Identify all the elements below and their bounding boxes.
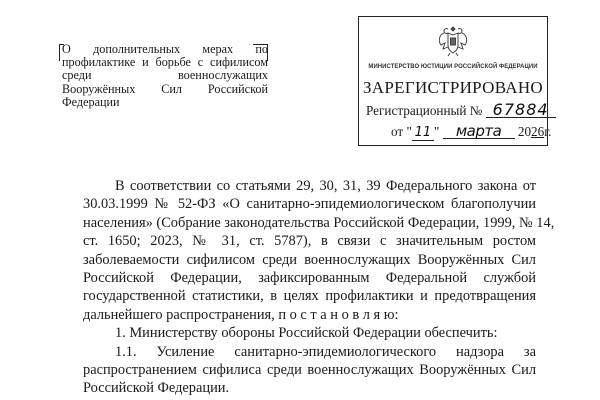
date-year-end: г.: [544, 124, 552, 139]
date-year-suffix: 26: [531, 124, 545, 139]
text-line: 1.1. Усиление санитарно-эпидемиологического надзора за: [115, 343, 536, 360]
registration-number: 67884: [486, 102, 556, 118]
stamp-date-line: [391, 124, 551, 141]
date-quote: ": [433, 124, 440, 139]
title-line: О дополнительных мерах по: [62, 42, 268, 56]
double-headed-eagle-icon: [436, 23, 470, 57]
date-day: 11: [412, 126, 434, 141]
text-line: населения» (Собрание законодательства Российской Федерации, 1999, № 14,: [83, 214, 555, 231]
date-month: марта: [443, 124, 515, 139]
registration-label: Регистрационный №: [366, 103, 483, 118]
title-line: Вооружённых Сил Российской: [62, 81, 268, 96]
text-line: 30.03.1999 № 52-ФЗ «О санитарно-эпидемиологическом благополучии: [83, 196, 536, 213]
text-line: распространением сифилиса среди военнослужащих Вооружённых Сил: [83, 362, 536, 379]
item-1-paragraph: [83, 324, 536, 342]
document-body: [83, 177, 555, 398]
date-prefix: от ": [391, 124, 412, 139]
text-line: заболеваемости сифилисом среди военнослужащих Вооружённых Сил: [83, 251, 536, 268]
text-line: ст. 1650; 2023, № 31, ст. 5787), в связи с значительным ростом: [83, 233, 536, 250]
title-line: среди военнослужащих: [62, 68, 268, 83]
title-line: Федерации: [62, 94, 120, 109]
stamp-ministry-name: МИНИСТЕРСТВО ЮСТИЦИИ РОССИЙСКОЙ ФЕДЕРАЦИИ: [368, 63, 538, 70]
preamble-paragraph: [83, 177, 555, 324]
date-year-prefix: 20: [517, 124, 532, 139]
text-line: В соответствии со статьями 29, 30, 31, 39 Федерального закона от: [115, 178, 536, 194]
stamp-status: ЗАРЕГИСТРИРОВАНО: [362, 78, 544, 97]
text-line: дальнейшего распространения, п о с т а н о в л я ю:: [83, 306, 399, 323]
text-line: государственной статистики, в целях профилактики и предотвращения: [83, 288, 536, 305]
text-line: Российской Федерации, зафиксированным Федеральной службой: [83, 270, 536, 287]
text-line: 1. Министерству обороны Российской Федерации обеспечить:: [115, 325, 498, 342]
document-title-block: [62, 43, 268, 109]
stamp-registration-line: [366, 102, 556, 119]
registration-stamp: [358, 16, 552, 146]
item-1-1-paragraph: [83, 343, 536, 398]
text-line: Российской Федерации.: [83, 380, 230, 397]
title-line: профилактике и борьбе с сифилисом: [62, 55, 268, 70]
